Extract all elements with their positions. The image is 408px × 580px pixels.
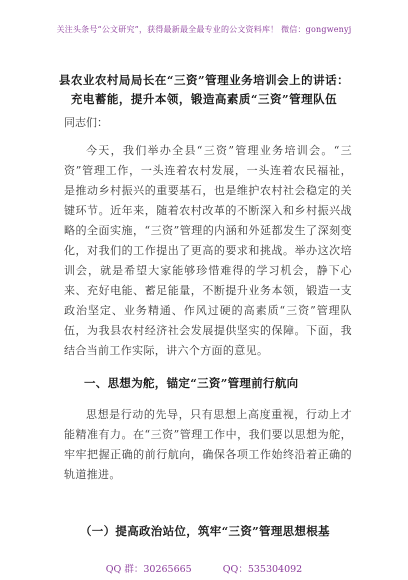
footer-qq-group: QQ 群：30265665: [105, 564, 192, 575]
top-banner: 关注头条号“公文研究”，获得最新最全最专业的公文资料库！ 微信：gongwenyj: [56, 25, 352, 34]
paragraph-section-1: 思想是行动的先导，只有思想上高度重视，行动上才能精准有力。在“三资”管理工作中，我们要以思想为舵，牢牢把握正确的前行航向，确保各项工作始终沿着正确的轨道推进。: [64, 408, 352, 481]
title-line-2: 充电蓄能，提升本领，锻造高素质“三资”管理队伍: [70, 92, 338, 106]
salutation: 同志们：: [64, 116, 108, 129]
title-line-1: 县农业农村局局长在“三资”管理业务培训会上的讲话：: [58, 73, 350, 87]
section-heading-1: 一、思想为舵，锚定“三资”管理前行航向: [84, 376, 299, 390]
paragraph-intro: 今天，我们举办全县“三资”管理业务培训会。“三资”管理工作，一头连着农村发展，一头连着农民福祉，是推动乡村振兴的重要基石，也是维护农村社会稳定的关键环节。近年来，随着农村改革的不断深入和乡村振兴战略的全面实施，“三资”管理的内涵和外延都发生了深刻变化，对我们的工作提出了更高的要求和挑战。举办这次培训会，就是希望大家能够珍惜难得的学习机会，静下心来、充好电能、蓄足能量，不断提升业务本领，锻造一支政治坚定、业务精通、作风过硬的高素质“三资”管理队伍，为我县农村经济社会发展提供坚实的保障。下面，我结合当前工作实际，讲六个方面的意见。: [64, 144, 352, 357]
footer-qq: QQ：535304092: [222, 564, 303, 575]
footer: [0, 561, 408, 575]
subsection-heading-1: （一）提高政治站位，筑牢“三资”管理思想根基: [80, 524, 330, 538]
